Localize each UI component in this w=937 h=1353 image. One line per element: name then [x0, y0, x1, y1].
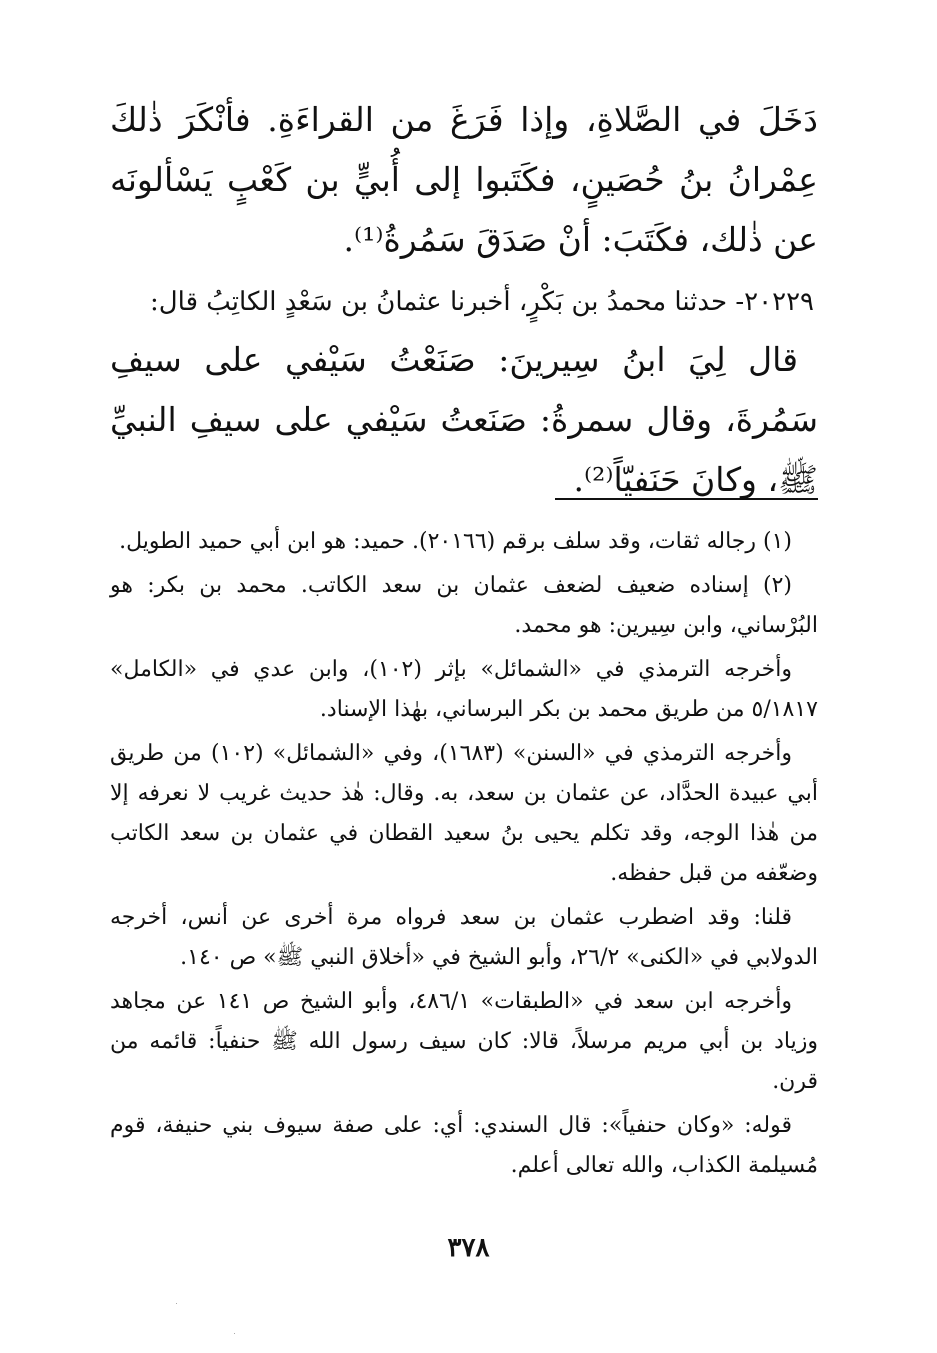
- scan-speck: [176, 1303, 177, 1304]
- footnote: (٢) إسناده ضعيف لضعف عثمان بن سعد الكاتب. محمد بن بكر: هو البُرْساني، وابن سِيرين: هو محمد.: [110, 573, 818, 638]
- footnote-separator: [555, 498, 818, 500]
- footnote-paragraph: وأخرجه الترمذي في «الشمائل» بإثر (١٠٢)، وابن عدي في «الكامل» ٥/١٨١٧ من طريق محمد بن بكر البرساني، بهٰذا الإسناد.: [110, 657, 818, 722]
- footnote-paragraph: وأخرجه الترمذي في «السنن» (١٦٨٣)، وفي «الشمائل» (١٠٢) من طريق أبي عبيدة الحدَّاد، عن عثمان بن سعد، به. وقال: هٰذ حديث غريب لا نعرفه إلا من هٰذا الوجه، وقد تكلم يحيى بنُ سعيد القطان في عثمان بن سعد الكاتب وضعّفه من قبل حفظه.: [110, 741, 818, 886]
- footnotes: [110, 522, 818, 1190]
- footnote-paragraph: وأخرجه ابن سعد في «الطبقات» ٤٨٦/١، وأبو الشيخ ص ١٤١ عن مجاهد وزياد بن أبي مريم مرسلاً، قالا: كان سيف رسول الله ﷺ حنفياً: قائمه من قرن.: [110, 989, 818, 1094]
- footnote: (١) رجاله ثقات، وقد سلف برقم (٢٠١٦٦). حميد: هو ابن أبي حميد الطويل.: [119, 529, 792, 554]
- scan-speck: [234, 1333, 235, 1334]
- hadith-chain: ٢٠٢٢٩- حدثنا محمدُ بن بَكْرٍ، أخبرنا عثمانُ بن سَعْدٍ الكاتِبُ قال:: [150, 287, 814, 317]
- main-paragraph: قال لِيَ ابنُ سِيرينَ: صَنَعْتُ سَيْفي على سيفِ سَمُرةَ، وقال سمرةُ: صَنَعتُ سَيْفي على سيفِ النبيِّ ﷺ، وكانَ حَنَفيّاً⁽²⁾.: [110, 340, 818, 499]
- footnote-paragraph: قوله: «وكان حنفياً»: قال السندي: أي: على صفة سيوف بني حنيفة، قوم مُسيلمة الكذاب، والله تعالى أعلم.: [110, 1113, 818, 1178]
- main-text: [110, 90, 818, 510]
- page-number: ٣٧٨: [447, 1233, 490, 1263]
- main-paragraph: دَخَلَ في الصَّلاةِ، وإذا فَرَغَ من القراءَةِ. فأنْكَرَ ذٰلكَ عِمْرانُ بنُ حُصَينٍ، فكَتَبوا إلى أُبيٍّ بن كَعْبٍ يَسْألونَه عن ذٰلك، فكَتَبَ: أنْ صَدَقَ سَمُرةُ⁽¹⁾.: [110, 100, 818, 259]
- footnote-paragraph: قلنا: وقد اضطرب عثمان بن سعد فرواه مرة أخرى عن أنس، أخرجه الدولابي في «الكنى» ٢٦/٢، وأبو الشيخ في «أخلاق النبي ﷺ» ص ١٤٠.: [110, 905, 818, 970]
